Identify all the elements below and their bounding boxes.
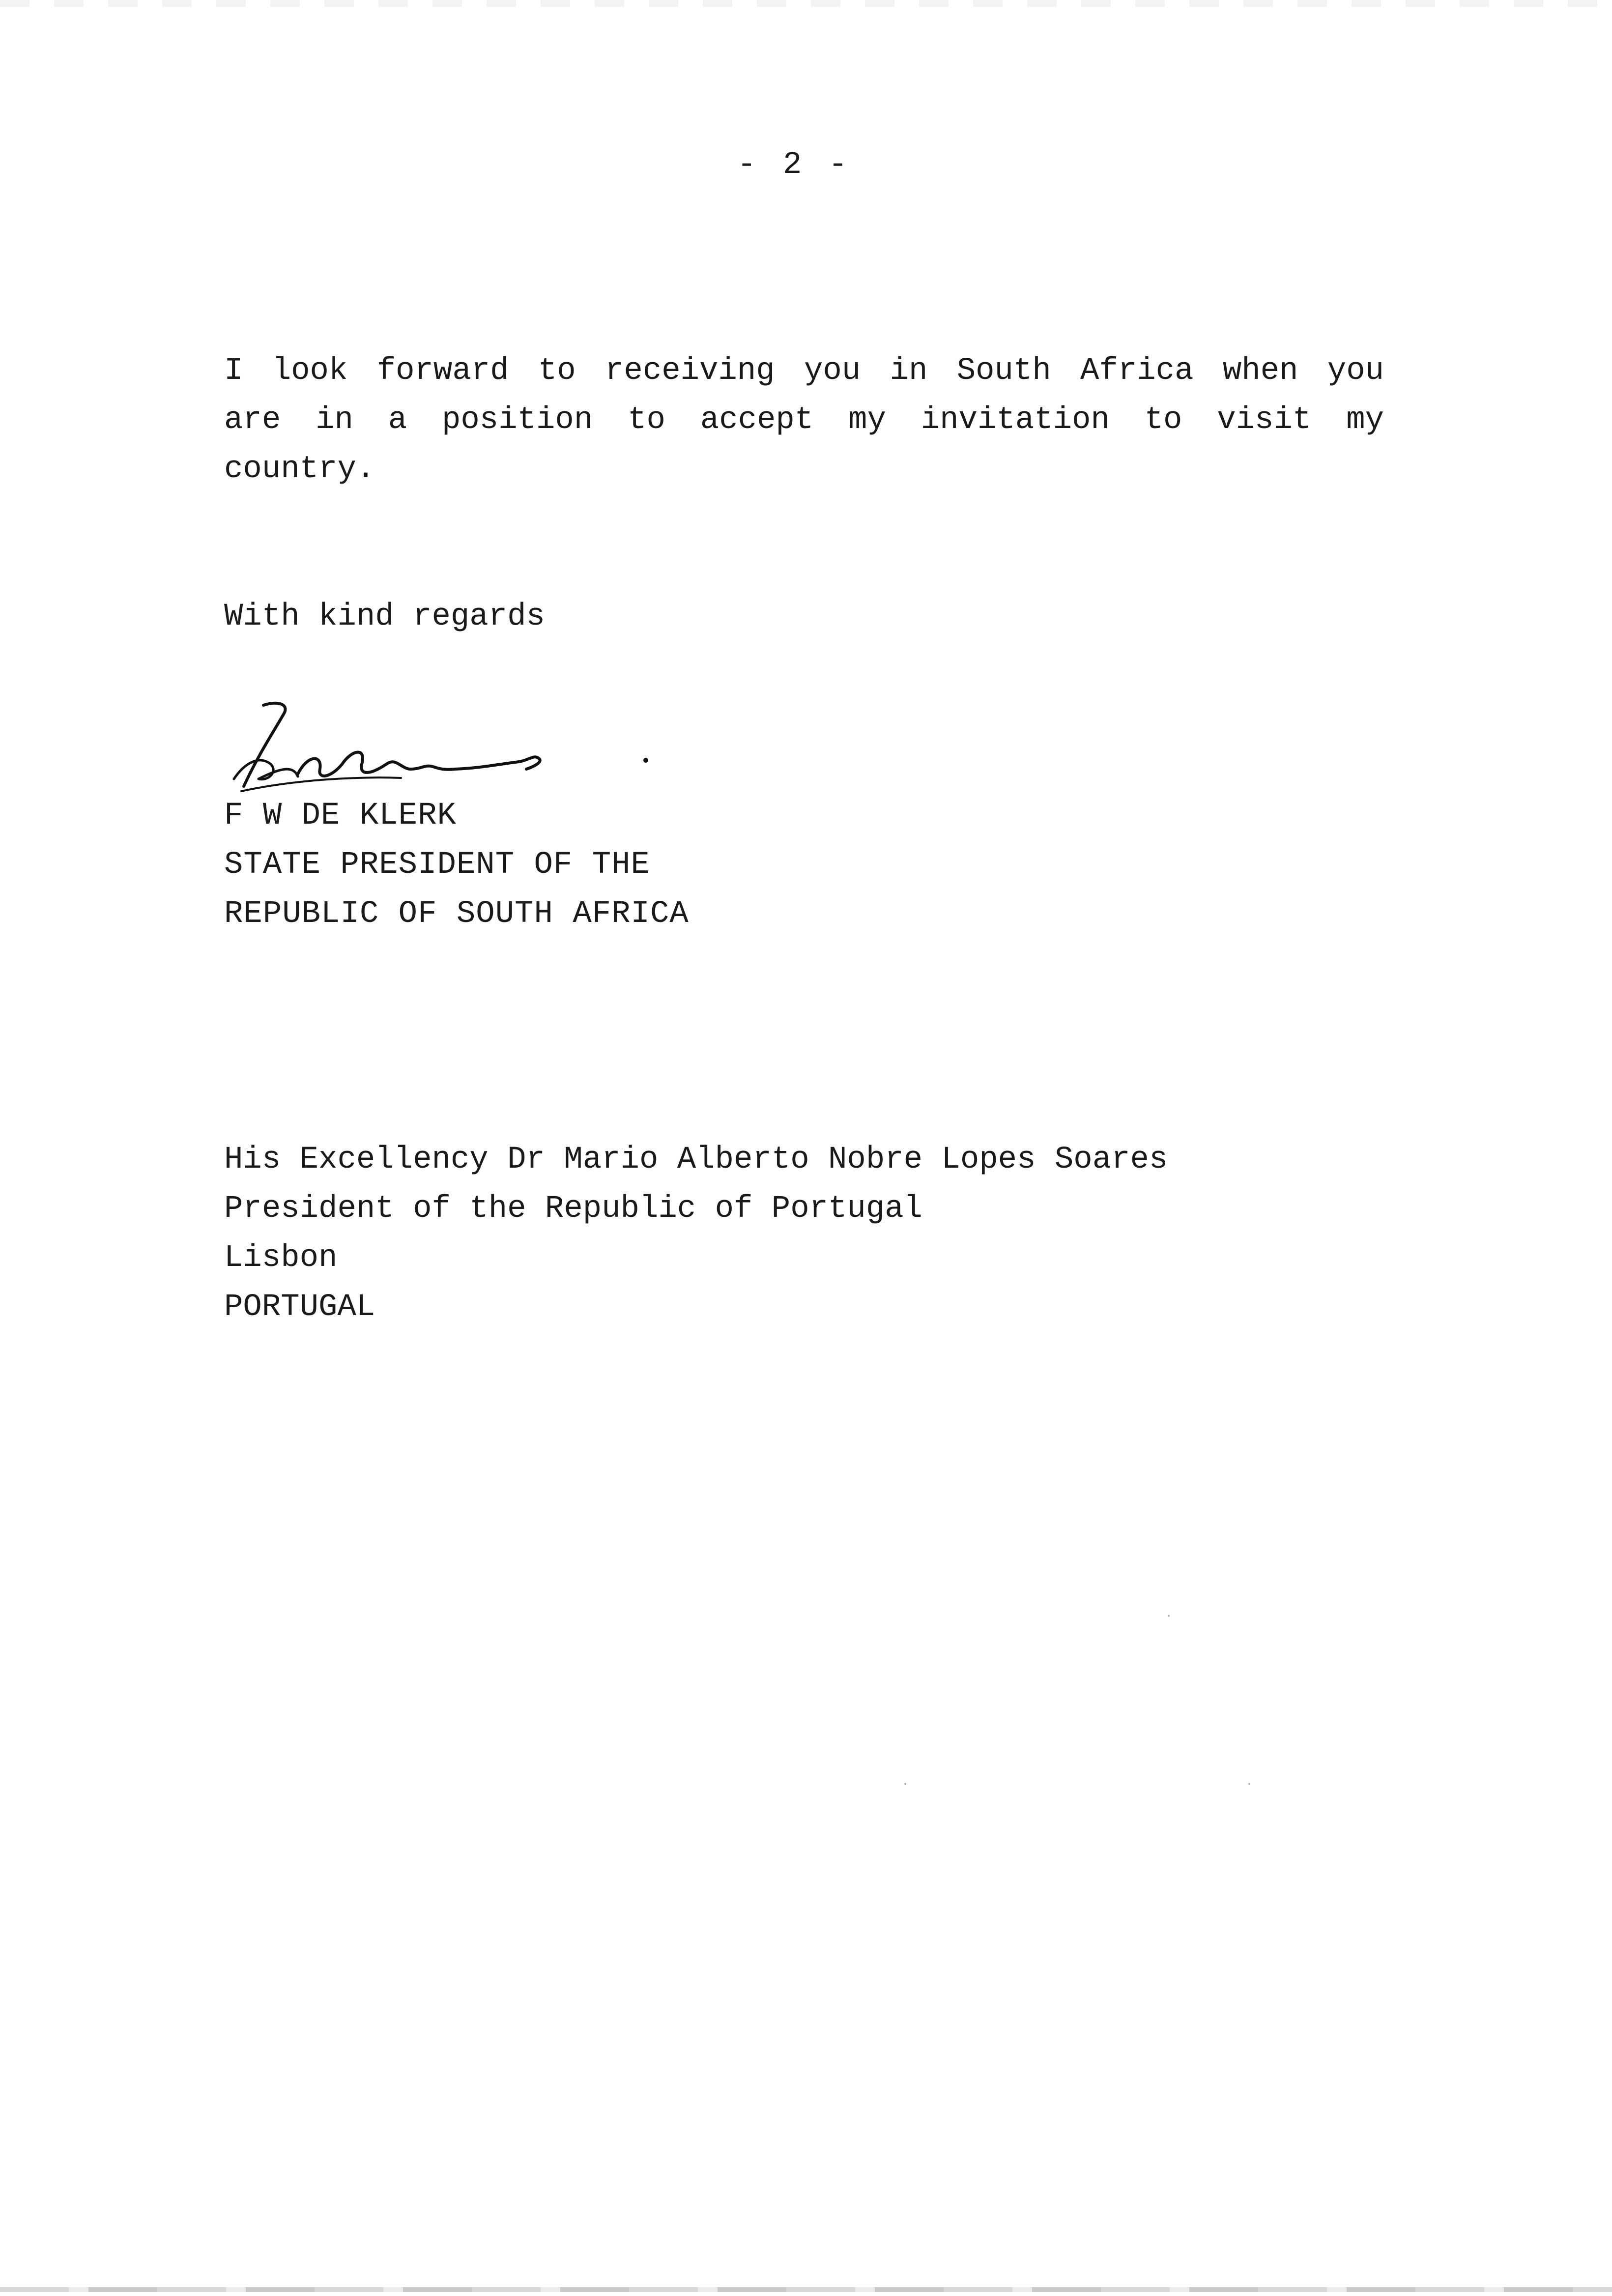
signature-dot — [643, 758, 648, 763]
recipient-address — [224, 1135, 1168, 1332]
signature-stroke-tail — [455, 757, 540, 769]
closing-salutation: With kind regards — [224, 599, 545, 634]
recipient-line-1: His Excellency Dr Mario Alberto Nobre Lopes Soares — [224, 1142, 1168, 1177]
signatory-title-2: REPUBLIC OF SOUTH AFRICA — [224, 896, 689, 932]
scan-speck — [904, 1783, 906, 1785]
signature-stroke-body — [298, 752, 455, 776]
recipient-line-2: President of the Republic of Portugal — [224, 1191, 923, 1227]
signatory-block — [224, 791, 689, 939]
body-line-2: are in a position to accept my invitation to visit my — [224, 402, 1384, 438]
scan-speck — [1168, 1615, 1170, 1617]
body-paragraph — [224, 346, 1384, 494]
body-line-3: country. — [224, 452, 375, 487]
recipient-line-3: Lisbon — [224, 1240, 338, 1276]
signature-stroke-k — [234, 760, 298, 779]
signature-stroke-initial — [244, 703, 285, 786]
signatory-name: F W DE KLERK — [224, 798, 457, 833]
signatory-title-1: STATE PRESIDENT OF THE — [224, 847, 650, 883]
page-number: - 2 - — [737, 147, 852, 183]
scan-speck — [1248, 1783, 1250, 1785]
recipient-line-4: PORTUGAL — [224, 1290, 375, 1325]
scan-edge-top — [0, 0, 1612, 7]
body-line-1: I look forward to receiving you in South Africa when you — [224, 353, 1384, 389]
scan-edge-bottom — [0, 2287, 1612, 2292]
